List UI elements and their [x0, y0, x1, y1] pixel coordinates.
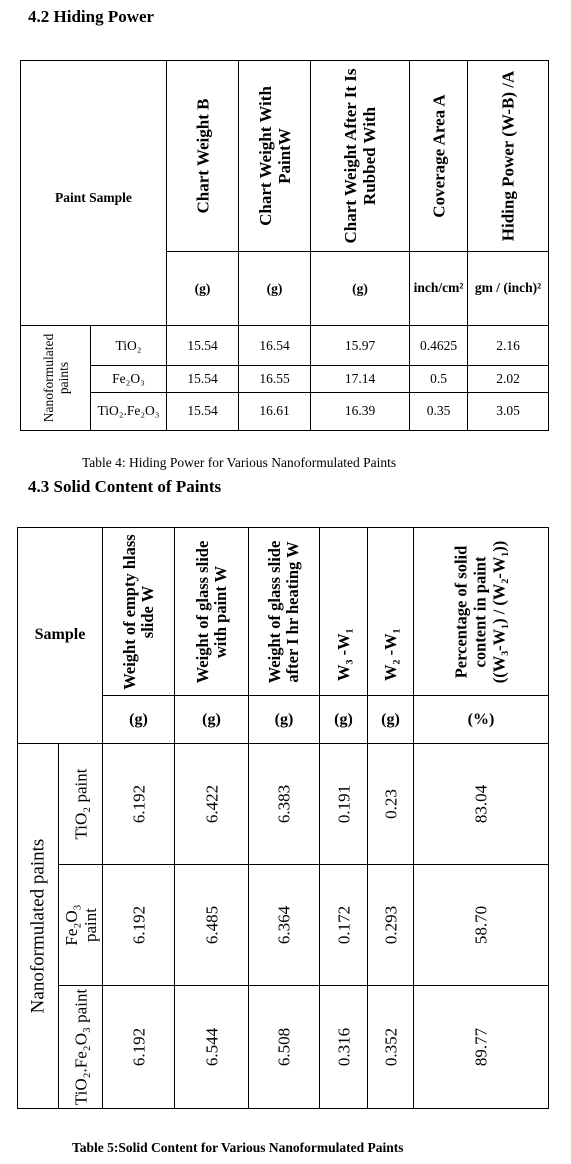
table-cell: 16.61: [239, 392, 311, 430]
table-cell: 15.97: [311, 326, 410, 366]
table-cell: 0.5: [410, 366, 468, 392]
table-cell: 3.05: [468, 392, 549, 430]
table-caption: Table 5:Solid Content for Various Nanoformulated Paints: [72, 1140, 404, 1155]
table-cell: 6.192: [103, 744, 175, 865]
corner-header-paint-sample: Paint Sample: [21, 61, 167, 326]
table-cell: 6.383: [249, 744, 320, 865]
column-header-chart-weight-with-paint: Chart Weight With PaintW: [239, 61, 311, 252]
hiding-power-table: [20, 60, 549, 431]
unit-chart-weight-with-paint: (g): [239, 252, 311, 326]
table-cell: 0.4625: [410, 326, 468, 366]
table-cell: 6.192: [103, 986, 175, 1109]
column-header-hiding-power: Hiding Power (W-B) /A: [468, 61, 549, 252]
row-group-label: Nanoformulated paints: [18, 744, 59, 1109]
table-cell: 2.16: [468, 326, 549, 366]
column-header-weight-empty-slide: Weight of empty hlass slide W: [103, 528, 175, 696]
row-sample-label: TiO₂.Fe₂O₃ paint: [59, 986, 103, 1109]
table-cell: 6.364: [249, 865, 320, 986]
table-cell: 0.352: [368, 986, 414, 1109]
table-cell: 16.39: [311, 392, 410, 430]
column-header-weight-after-heating: Weight of glass slide after I hr heating W: [249, 528, 320, 696]
table-cell: 2.02: [468, 366, 549, 392]
row-sample-label: TiO₂.Fe₂O₃: [91, 392, 167, 430]
unit-weight-after-heating: (g): [249, 696, 320, 744]
table-cell: 6.422: [175, 744, 249, 865]
table-row: [21, 366, 549, 392]
unit-weight-with-paint: (g): [175, 696, 249, 744]
table-cell: 15.54: [167, 366, 239, 392]
row-sample-label: Fe₂O₃: [91, 366, 167, 392]
table-cell: 0.191: [320, 744, 368, 865]
column-header-percentage-solid: Percentage of solid content in paint ((W₃-W₁) / (W₂-W₁)): [414, 528, 549, 696]
row-sample-label: TiO₂ paint: [59, 744, 103, 865]
column-header-chart-weight-after-rubbed: Chart Weight After It Is Rubbed With: [311, 61, 410, 252]
table-cell: 0.293: [368, 865, 414, 986]
table-cell: 6.508: [249, 986, 320, 1109]
table-cell: 17.14: [311, 366, 410, 392]
table-row: [21, 326, 549, 366]
unit-chart-weight-b: (g): [167, 252, 239, 326]
unit-chart-weight-after-rubbed: (g): [311, 252, 410, 326]
corner-header-sample: Sample: [18, 528, 103, 744]
table-cell: 0.35: [410, 392, 468, 430]
table-cell: 6.485: [175, 865, 249, 986]
table-cell: 0.316: [320, 986, 368, 1109]
column-header-chart-weight-b: Chart Weight B: [167, 61, 239, 252]
column-header-w2-w1: W₂ -W₁: [368, 528, 414, 696]
unit-weight-empty-slide: (g): [103, 696, 175, 744]
table-row: [21, 392, 549, 430]
table-row: [18, 986, 549, 1109]
table-cell: 58.70: [414, 865, 549, 986]
table-row: [18, 744, 549, 865]
unit-hiding-power: gm / (inch)²: [468, 252, 549, 326]
table-cell: 0.172: [320, 865, 368, 986]
column-header-w3-w1: W₃ -W₁: [320, 528, 368, 696]
table-cell: 89.77: [414, 986, 549, 1109]
table-cell: 16.55: [239, 366, 311, 392]
table-cell: 15.54: [167, 326, 239, 366]
table-cell: 16.54: [239, 326, 311, 366]
table-cell: 83.04: [414, 744, 549, 865]
section-heading-solid-content: 4.3 Solid Content of Paints: [28, 477, 222, 496]
unit-coverage-area: inch/cm²: [410, 252, 468, 326]
table-cell: 15.54: [167, 392, 239, 430]
table-cell: 6.192: [103, 865, 175, 986]
column-header-coverage-area: Coverage Area A: [410, 61, 468, 252]
table-cell: 6.544: [175, 986, 249, 1109]
row-sample-label: TiO₂: [91, 326, 167, 366]
table-cell: 0.23: [368, 744, 414, 865]
table-row: [18, 865, 549, 986]
row-sample-label: Fe₂O₃ paint: [59, 865, 103, 986]
unit-percentage-solid: (%): [414, 696, 549, 744]
row-group-label: Nanoformulated paints: [21, 326, 91, 431]
unit-w3-w1: (g): [320, 696, 368, 744]
column-header-weight-with-paint: Weight of glass slide with paint W: [175, 528, 249, 696]
unit-w2-w1: (g): [368, 696, 414, 744]
section-heading-hiding-power: 4.2 Hiding Power: [28, 7, 155, 26]
solid-content-table: [17, 527, 549, 1109]
table-caption: Table 4: Hiding Power for Various Nanoformulated Paints: [82, 455, 397, 470]
